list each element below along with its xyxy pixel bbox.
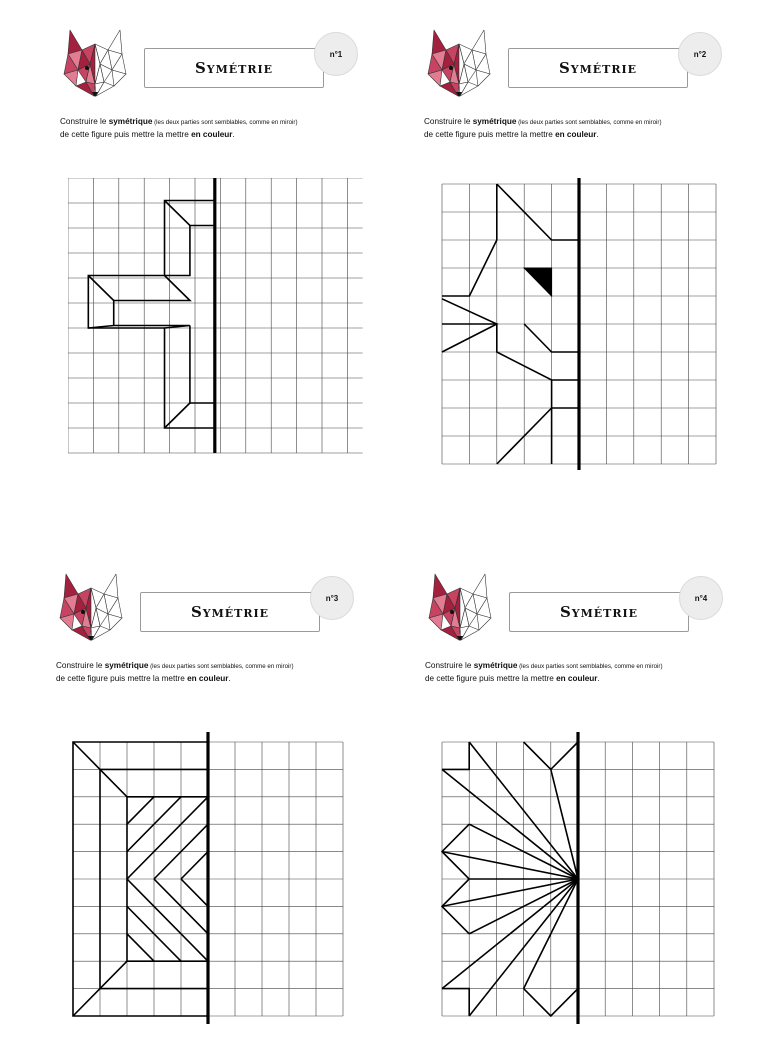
figure-stroke	[552, 380, 579, 408]
exercise-number-badge: n°3	[310, 576, 354, 620]
instruction-text: Construire le symétrique (les deux parties sont semblables, comme en miroir) de cette figure puis mettre la mettre en couleur.	[425, 661, 663, 683]
title-banner	[144, 48, 324, 88]
figure-stroke	[442, 852, 578, 879]
fox-logo-icon	[60, 24, 130, 100]
fox-logo-icon	[56, 568, 126, 644]
figure-stroke	[181, 879, 208, 906]
banner-title: Symétrie	[558, 59, 638, 77]
title-banner	[508, 48, 688, 88]
figure-stroke	[127, 797, 154, 824]
exercise-number-badge: n°4	[679, 576, 723, 620]
figure-stroke	[73, 989, 100, 1016]
banner-title: Symétrie	[190, 603, 270, 621]
figure-stroke	[73, 742, 100, 769]
figure-stroke	[442, 742, 469, 769]
title-banner	[509, 592, 689, 632]
figure-stroke	[100, 961, 127, 988]
figure-stroke	[114, 276, 190, 301]
title-banner	[140, 592, 320, 632]
exercise-number-badge: n°1	[314, 32, 358, 76]
figure-stroke	[127, 934, 154, 961]
banner-title: Symétrie	[194, 59, 274, 77]
symmetry-grid-2	[441, 178, 719, 470]
figure-stroke	[190, 326, 215, 404]
figure-stroke	[88, 276, 113, 326]
fox-logo-icon	[424, 24, 494, 100]
exercise-number-badge: n°2	[678, 32, 722, 76]
figure-stroke	[524, 268, 551, 296]
instruction-text: Construire le symétrique (les deux parties sont semblables, comme en miroir) de cette figure puis mettre la mettre en couleur.	[60, 117, 298, 139]
figure-stroke	[165, 403, 190, 428]
figure-stroke	[181, 852, 208, 879]
banner-title: Symétrie	[559, 603, 639, 621]
figure-stroke	[165, 226, 190, 276]
fox-logo-icon	[425, 568, 495, 644]
symmetry-grid-3	[70, 732, 346, 1024]
symmetry-grid-1	[68, 178, 364, 454]
figure-stroke	[88, 201, 214, 429]
figure-stroke	[127, 797, 208, 879]
instruction-text: Construire le symétrique (les deux parties sont semblables, comme en miroir) de cette figure puis mettre la mettre en couleur.	[56, 661, 294, 683]
figure-stroke	[127, 879, 208, 961]
figure-stroke	[442, 879, 578, 906]
figure-stroke	[442, 989, 469, 1016]
figure-stroke	[100, 769, 127, 796]
instruction-text: Construire le symétrique (les deux parties sont semblables, comme en miroir) de cette figure puis mettre la mettre en couleur.	[424, 117, 662, 139]
figure-stroke	[165, 201, 215, 226]
symmetry-grid-4	[441, 732, 717, 1024]
